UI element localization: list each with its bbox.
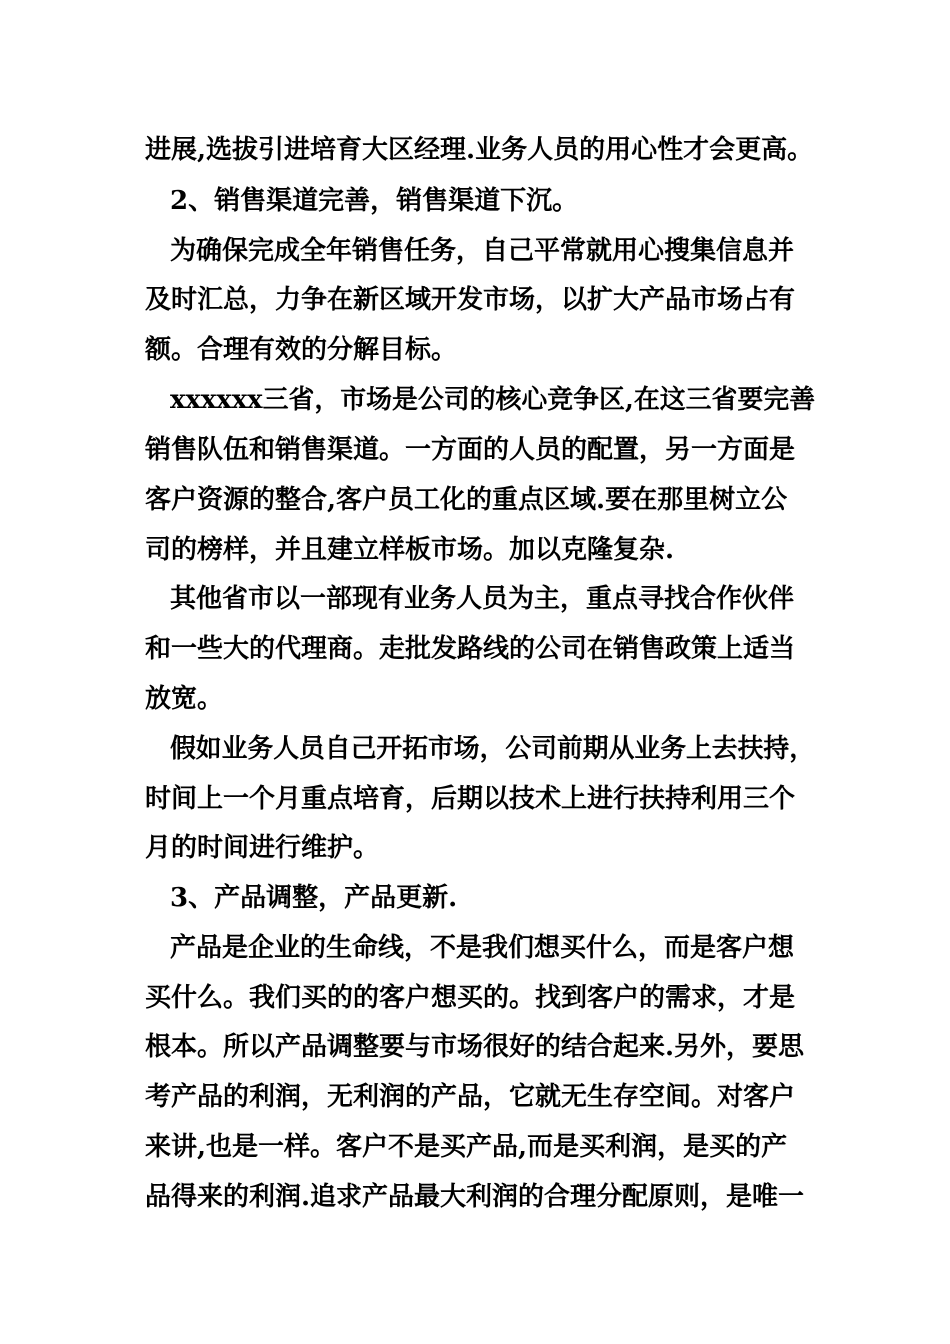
text-line: 和一些大的代理商。走批发路线的公司在销售政策上适当 (145, 634, 796, 664)
text-line: xxxxxx三省，市场是公司的核心竞争区,在这三省要完善 (170, 385, 816, 415)
text-line: 放宽。 (145, 684, 224, 714)
section-heading: 2、销售渠道完善，销售渠道下沉。 (170, 186, 579, 216)
text-line: 买什么。我们买的的客户想买的。找到客户的需求，才是 (145, 983, 796, 1013)
text-line: 司的榜样，并且建立样板市场。加以克隆复杂. (145, 535, 675, 565)
text-line: 其他省市以一部现有业务人员为主，重点寻找合作伙伴 (170, 584, 795, 614)
text-line: 销售队伍和销售渠道。一方面的人员的配置，另一方面是 (145, 435, 796, 465)
text-line: 为确保完成全年销售任务，自己平常就用心搜集信息并 (170, 236, 795, 266)
text-line: 品得来的利润.追求产品最大利润的合理分配原则，是唯一 (145, 1182, 805, 1212)
text-line: 额。合理有效的分解目标。 (145, 335, 458, 365)
text-line: 产品是企业的生命线，不是我们想买什么，而是客户想 (170, 933, 795, 963)
text-line: 考产品的利润，无利润的产品，它就无生存空间。对客户 (145, 1082, 796, 1112)
text-line: 假如业务人员自己开拓市场，公司前期从业务上去扶持， (170, 734, 816, 764)
text-line: 时间上一个月重点培育，后期以技术上进行扶持利用三个 (145, 784, 796, 814)
text-line: 月的时间进行维护。 (145, 833, 380, 863)
text-line: 进展,选拔引进培育大区经理.业务人员的用心性才会更高。 (145, 135, 814, 165)
section-heading: 3、产品调整，产品更新. (170, 883, 458, 913)
text-line: 及时汇总，力争在新区域开发市场，以扩大产品市场占有 (145, 285, 796, 315)
text-line: 客户资源的整合,客户员工化的重点区域.要在那里树立公 (145, 485, 788, 515)
text-line: 根本。所以产品调整要与市场很好的结合起来.另外，要思 (145, 1032, 805, 1062)
text-line: 来讲,也是一样。客户不是买产品,而是买利润，是买的产 (145, 1132, 788, 1162)
